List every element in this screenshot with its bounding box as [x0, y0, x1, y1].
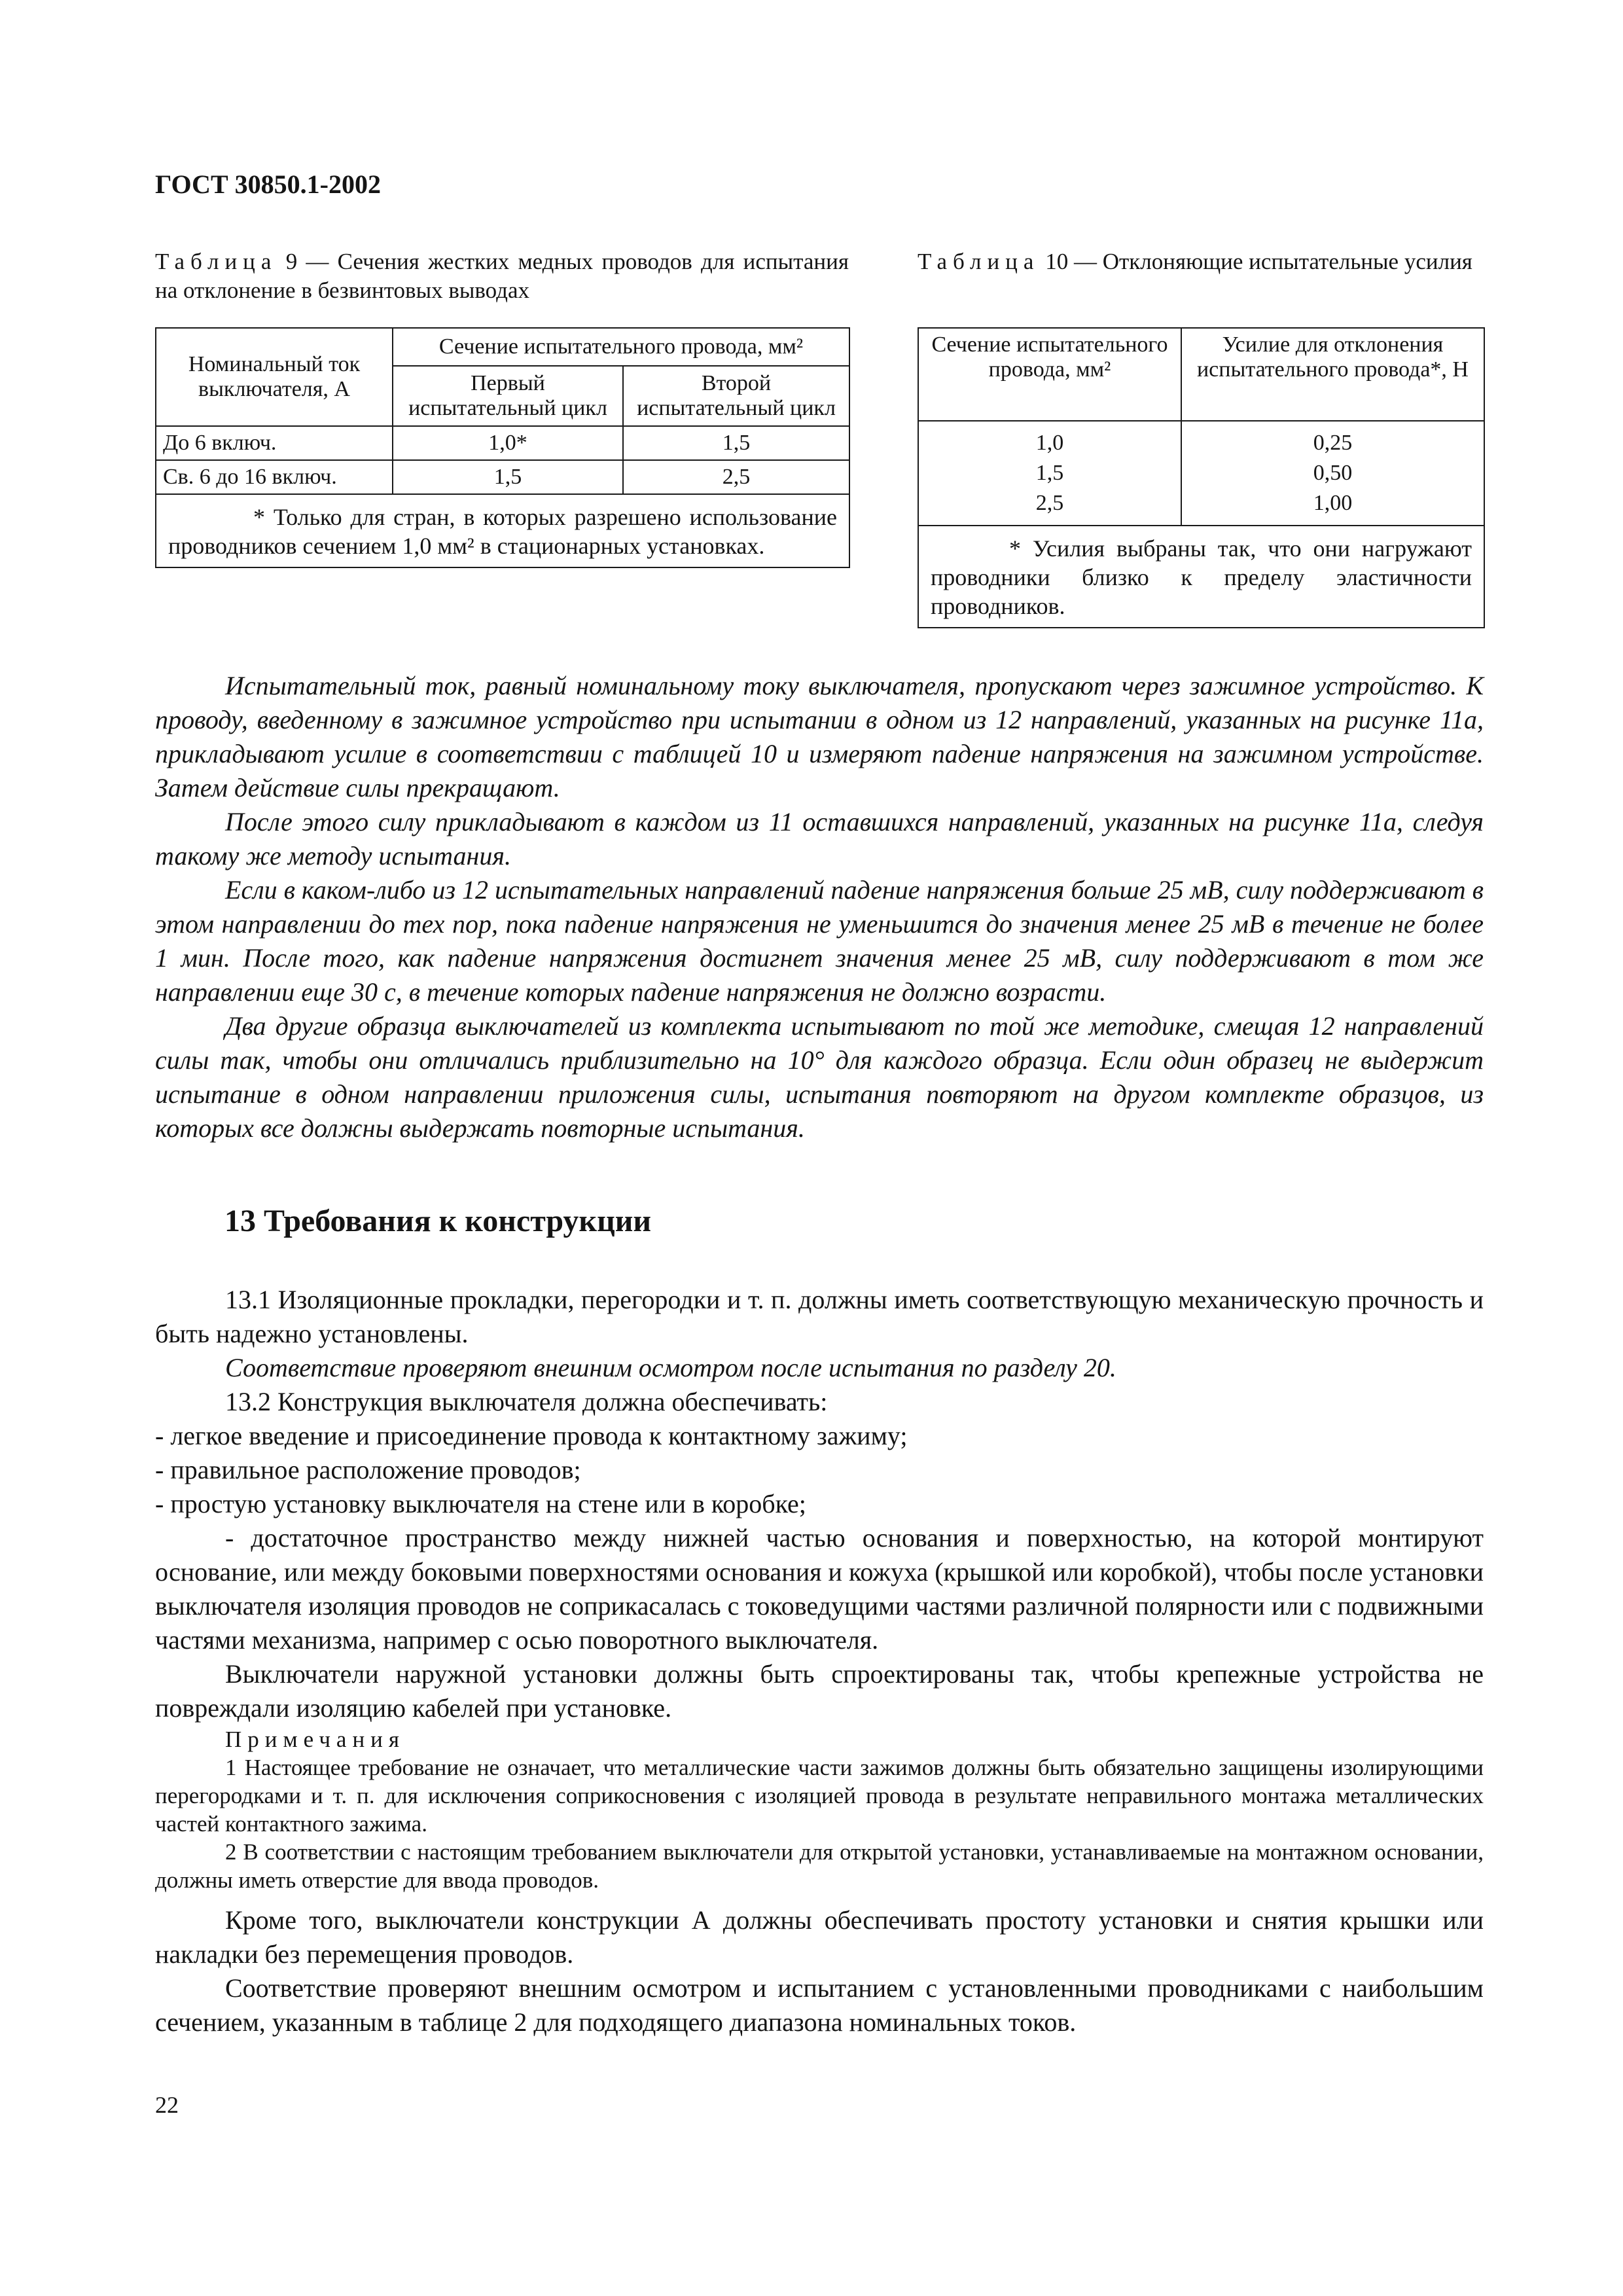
note-item: 1 Настоящее требование не означает, что металлические части зажимов должны быть обязательно защищены изолирующими перегородками и т. п. для исключения соприкосновения с изоляцией провода в результате неправильного монтажа металлических частей контактного зажима.: [155, 1755, 1484, 1837]
table9-cell-second: 2,5: [623, 460, 849, 494]
document-header: ГОСТ 30850.1-2002: [155, 170, 381, 199]
table9-header-first: Первый испытательный цикл: [393, 366, 623, 426]
section13-body: [155, 1283, 1484, 2039]
table10-force-value: 1,00: [1313, 491, 1353, 515]
table10: [918, 327, 1485, 628]
table9-cell-first: 1,0*: [393, 426, 623, 460]
table-row: [156, 426, 849, 460]
notes-block: [155, 1725, 1484, 1894]
table10-force-value: 0,25: [1313, 431, 1353, 455]
table9-cell-rated: До 6 включ.: [156, 426, 393, 460]
table9-caption-label: Таблица: [155, 249, 277, 274]
list-item: - правильное расположение проводов;: [155, 1455, 581, 1484]
paragraph: Соответствие проверяют внешним осмотром и испытанием с установленными проводниками с наибольшим сечением, указанным в таблице 2 для подходящего диапазона номинальных токов.: [155, 1973, 1484, 2037]
table10-header-section: Сечение испытательного провода, мм²: [918, 328, 1181, 421]
table9-cell-rated: Св. 6 до 16 включ.: [156, 460, 393, 494]
table10-section-value: 1,0: [1035, 431, 1064, 455]
paragraph: 13.2 Конструкция выключателя должна обеспечивать:: [225, 1387, 828, 1416]
section-title: 13 Требования к конструкции: [224, 1204, 652, 1238]
table10-section-value: 1,5: [1035, 461, 1064, 485]
page-number: 22: [155, 2092, 179, 2118]
table9-caption-text: 9 — Сечения жестких медных проводов для испытания на отклонение в безвинтовых выводах: [155, 249, 849, 303]
paragraph: После этого силу прикладывают в каждом из 11 оставшихся направлений, указанных на рисунке 11а, следуя такому же методу испытания.: [155, 807, 1484, 870]
list-item: - простую установку выключателя на стене или в коробке;: [155, 1489, 806, 1518]
table9-header-rated: Номинальный ток выключателя, А: [156, 328, 393, 426]
table10-force-value: 0,50: [1313, 461, 1353, 485]
paragraph: 13.1 Изоляционные прокладки, перегородки и т. п. должны иметь соответствующую механическую прочность и быть надежно установлены.: [155, 1285, 1484, 1348]
table10-caption: [918, 247, 1485, 276]
paragraph: Выключатели наружной установки должны быть спроектированы так, чтобы крепежные устройства не повреждали изоляцию кабелей при установке.: [155, 1659, 1484, 1723]
list-item: - легкое введение и присоединение провода к контактному зажиму;: [155, 1421, 908, 1450]
paragraph: Кроме того, выключатели конструкции А должны обеспечивать простоту установки и снятия крышки или накладки без перемещения проводов.: [155, 1905, 1484, 1969]
table10-caption-text: 10 — Отклоняющие испытательные усилия: [1039, 249, 1472, 274]
paragraph: Два другие образца выключателей из комплекта испытывают по той же методике, смещая 12 направлений силы так, чтобы они отличались приблизительно на 10° для каждого образца. Если один образец не выдержит испытание в одном направлении приложения силы, испытания повторяют на другом комплекте образцов, из которых все должны выдержать повторные испытания.: [155, 1011, 1484, 1143]
table10-forces-cell: [1181, 421, 1484, 526]
table-row: [156, 460, 849, 494]
test-method-text: [155, 669, 1484, 1145]
paragraph: Испытательный ток, равный номинальному току выключателя, пропускают через зажимное устройство. К проводу, введенному в зажимное устройство при испытании в одном из 12 направлений, указанных на рисунке 11а, прикладывают усилие в соответствии с таблицей 10 и измеряют падение напряжения на зажимном устройстве. Затем действие силы прекращают.: [155, 671, 1484, 802]
table10-section-value: 2,5: [1035, 491, 1064, 515]
table9-header-second: Второй испытательный цикл: [623, 366, 849, 426]
table10-footnote: * Усилия выбраны так, что они нагружают проводники близко к пределу эластичности проводников.: [918, 526, 1484, 628]
paragraph: Соответствие проверяют внешним осмотром после испытания по разделу 20.: [225, 1353, 1116, 1382]
table10-header-force: Усилие для отклонения испытательного провода*, Н: [1181, 328, 1484, 421]
note-item: 2 В соответствии с настоящим требованием выключатели для открытой установки, устанавливаемые на монтажном основании, должны иметь отверстие для ввода проводов.: [155, 1839, 1484, 1893]
table9-cell-first: 1,5: [393, 460, 623, 494]
table9-footnote: * Только для стран, в которых разрешено использование проводников сечением 1,0 мм² в стационарных установках.: [156, 494, 849, 567]
table9-header-section: Сечение испытательного провода, мм²: [393, 328, 849, 366]
table9-caption: [155, 247, 849, 305]
list-item: - достаточное пространство между нижней частью основания и поверхностью, на которой монтируют основание, или между боковыми поверхностями основания и кожуха (крышкой или коробкой), чтобы после установки выключателя изоляция проводов не соприкасалась с токоведущими частями различной полярности или с подвижными частями механизма, например с осью поворотного выключателя.: [155, 1523, 1484, 1655]
table9-cell-second: 1,5: [623, 426, 849, 460]
table10-caption-label: Таблица: [918, 249, 1040, 274]
paragraph: Если в каком-либо из 12 испытательных направлений падение напряжения больше 25 мВ, силу поддерживают в этом направлении до тех пор, пока падение напряжения не уменьшится до значения менее 25 мВ в течение не более 1 мин. После того, как падение напряжения достигнет значения менее 25 мВ, силу поддерживают в том же направлении еще 30 с, в течение которых падение напряжения не должно возрасти.: [155, 875, 1484, 1007]
table9: [155, 327, 850, 568]
table10-sections-cell: [918, 421, 1181, 526]
notes-label: Примечания: [225, 1727, 406, 1752]
